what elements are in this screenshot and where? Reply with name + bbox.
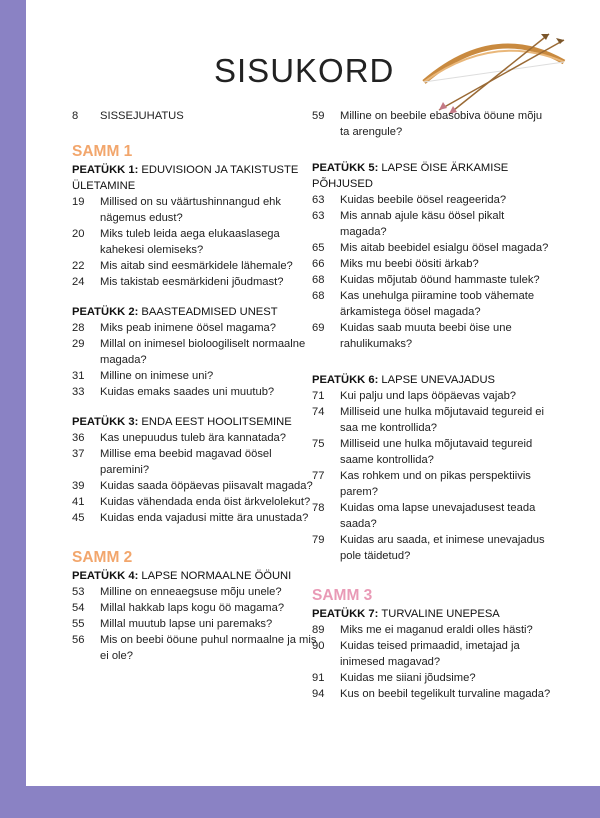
toc-entry[interactable]: 56 Mis on beebi ööune puhul normaalne ja mis ei ole?: [72, 634, 317, 662]
toc-entry[interactable]: 89 Miks me ei maganud eraldi olles hästi?: [312, 624, 533, 636]
toc-entry[interactable]: 22 Mis aitab sind eesmärkidele lähemale?: [72, 260, 293, 272]
page-title: SISUKORD: [214, 52, 395, 89]
toc-entry[interactable]: 37 Millise ema beebid magavad öösel paremini?: [72, 448, 272, 476]
toc-entry[interactable]: 20 Miks tuleb leida aega elukaaslasega kahekesi olemiseks?: [72, 228, 280, 256]
toc-entry[interactable]: 91 Kuidas me siiani jõudsime?: [312, 672, 476, 684]
chapter-5-heading: PEATÜKK 5: LAPSE ÖISE ÄRKAMISE PÕHJUSED: [312, 162, 509, 190]
toc-entry[interactable]: 77 Kas rohkem und on pikas perspektiivis parem?: [312, 470, 531, 498]
toc-entry[interactable]: 55 Millal muutub lapse uni paremaks?: [72, 618, 273, 630]
toc-entry[interactable]: 39 Kuidas saada ööpäevas piisavalt magada?: [72, 480, 313, 492]
chapter-7-heading: PEATÜKK 7: TURVALINE UNEPESA: [312, 608, 500, 620]
chapter-1-heading: PEATÜKK 1: EDUVISIOON JA TAKISTUSTE ÜLETAMINE: [72, 164, 299, 192]
page: [26, 0, 600, 786]
toc-entry[interactable]: 29 Millal on inimesel bioloogiliselt normaalne magada?: [72, 338, 306, 366]
toc-entry[interactable]: 90 Kuidas teised primaadid, imetajad ja inimesed magavad?: [312, 640, 520, 668]
toc-entry[interactable]: 63 Mis annab ajule käsu öösel pikalt magada?: [312, 210, 505, 238]
toc-entry[interactable]: 31 Milline on inimese uni?: [72, 370, 214, 382]
toc-entry[interactable]: 66 Miks mu beebi öösiti ärkab?: [312, 258, 479, 270]
toc-left-column: [72, 108, 322, 664]
toc-right-column: [312, 108, 552, 702]
toc-entry[interactable]: 45 Kuidas enda vajadusi mitte ära unustada?: [72, 512, 309, 524]
toc-entry[interactable]: 65 Mis aitab beebidel esialgu öösel magada?: [312, 242, 549, 254]
toc-entry[interactable]: 19 Millised on su väärtushinnangud ehk nägemus edust?: [72, 196, 281, 224]
toc-entry[interactable]: 63 Kuidas beebile öösel reageerida?: [312, 194, 507, 206]
chapter-2-heading: PEATÜKK 2: BAASTEADMISED UNEST: [72, 306, 278, 318]
toc-entry[interactable]: 71 Kui palju und laps ööpäevas vajab?: [312, 390, 517, 402]
toc-entry[interactable]: 24 Mis takistab eesmärkideni jõudmast?: [72, 276, 284, 288]
toc-entry[interactable]: 54 Millal hakkab laps kogu öö magama?: [72, 602, 285, 614]
toc-entry[interactable]: 28 Miks peab inimene öösel magama?: [72, 322, 276, 334]
toc-entry[interactable]: 33 Kuidas emaks saades uni muutub?: [72, 386, 275, 398]
bow-and-arrows-illustration: [414, 22, 574, 122]
samm-3-heading: SAMM 3: [312, 587, 373, 604]
toc-entry[interactable]: 53 Milline on enneaegsuse mõju unele?: [72, 586, 282, 598]
toc-entry[interactable]: 68 Kuidas mõjutab ööund hammaste tulek?: [312, 274, 540, 286]
toc-entry[interactable]: 69 Kuidas saab muuta beebi öise une rahulikumaks?: [312, 322, 512, 350]
toc-entry[interactable]: 79 Kuidas aru saada, et inimese unevajadus pole täidetud?: [312, 534, 545, 562]
toc-entry[interactable]: 36 Kas unepuudus tuleb ära kannatada?: [72, 432, 286, 444]
toc-entry[interactable]: 75 Milliseid une hulka mõjutavaid tegureid saame kontrollida?: [312, 438, 533, 466]
chapter-4-heading: PEATÜKK 4: LAPSE NORMAALNE ÖÖUNI: [72, 570, 292, 582]
toc-entry[interactable]: 74 Milliseid une hulka mõjutavaid tegureid ei saa me kontrollida?: [312, 406, 544, 434]
samm-2-heading: SAMM 2: [72, 549, 133, 566]
samm-1-heading: SAMM 1: [72, 143, 133, 160]
toc-entry[interactable]: 94 Kus on beebil tegelikult turvaline magada?: [312, 688, 551, 700]
chapter-6-heading: PEATÜKK 6: LAPSE UNEVAJADUS: [312, 374, 495, 386]
toc-entry[interactable]: 78 Kuidas oma lapse unevajadusest teada saada?: [312, 502, 536, 530]
toc-entry[interactable]: 41 Kuidas vähendada enda öist ärkvelolekut?: [72, 496, 311, 508]
toc-entry[interactable]: 59 Milline on beebile ebasobiva ööune mõju ta arengule?: [312, 110, 543, 138]
toc-entry[interactable]: 68 Kas unehulga piiramine toob vähemate ärkamistega öösel magada?: [312, 290, 535, 318]
chapter-3-heading: PEATÜKK 3: ENDA EEST HOOLITSEMINE: [72, 416, 292, 428]
toc-entry-intro[interactable]: 8 SISSEJUHATUS: [72, 110, 184, 122]
